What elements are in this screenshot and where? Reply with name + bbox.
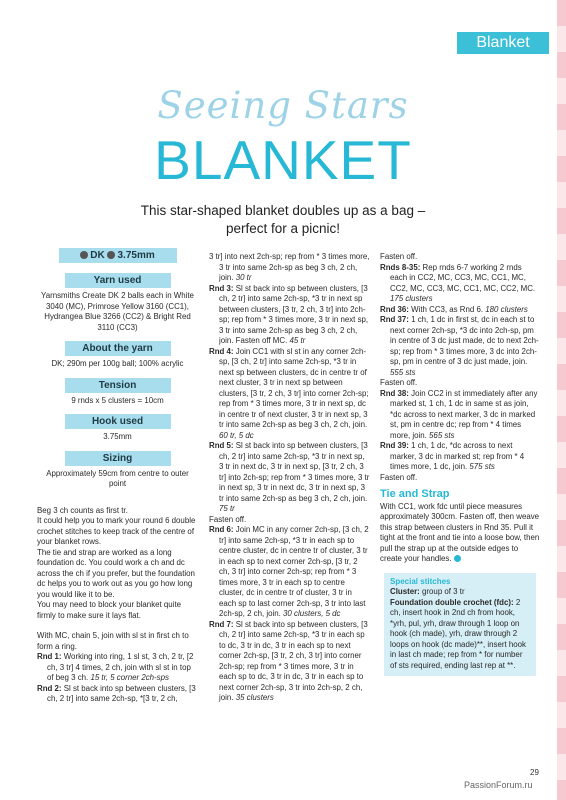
- round-instruction: Rnd 7: Sl st back into sp between clusters, [3 ch, 2 tr] into same 2ch-sp, *3 tr in each sp to dc, 3 tr in dc, 3 tr in each sp to next corner 2ch-sp, [3 tr, 2 ch, 3 tr] into corner 2ch-sp; rep from * 3 times more, 3 tr in each sp to dc, 3 tr in dc, 3 tr in each sp to next corner 2ch-sp, 3 tr into 2ch-sp, 2 ch, join. 35 clusters: [209, 619, 368, 702]
- round-instruction: Rnd 36: With CC3, as Rnd 6. 180 clusters: [380, 304, 528, 314]
- hook-icon: [107, 251, 115, 259]
- left-column: [37, 248, 198, 705]
- yarn-ball-icon: [80, 251, 88, 259]
- fasten-off: Fasten off.: [380, 378, 418, 387]
- sizing-heading: Sizing: [65, 451, 171, 466]
- note: You may need to block your blanket quite firmly to make sure it lays flat.: [37, 600, 182, 620]
- start-instruction: With MC, chain 5, join with sl st in first ch to form a ring.: [37, 631, 189, 651]
- right-column: [380, 252, 540, 676]
- about-yarn-heading: About the yarn: [65, 341, 171, 356]
- yarn-used-heading: Yarn used: [65, 273, 171, 288]
- yarn-used-text: Yarnsmiths Create DK 2 balls each in White 3040 (MC), Primrose Yellow 3160 (CC1), Hydrangea Blue 3266 (CC2) & Bright Red 3110 (CC3): [41, 291, 194, 332]
- round-instruction: Rnd 37: 1 ch, 1 dc in first st, dc in each st to next corner 2ch-sp, *3 dc into 2ch-sp, pm in centre of 3 dc just made, dc to next 2ch-sp; rep from * 3 times more, 3 dc into 2ch-sp, pm in centre of 3 dc just made, join. 555 sts: [380, 315, 539, 377]
- round-instruction: Rnd 4: Join CC1 with sl st in any corner 2ch-sp, [3 ch, 2 tr] into same 2ch-sp, *3 tr in next sp between clusters, dc in centre tr of next cluster, 3 tr in next sp between clusters, [3 tr, 2 ch, 3 tr] into corner 2ch-sp; rep from * 3 times more, 3 tr in next sp, dc in centre tr of next cluster, 3 tr in next sp, 3 tr into same 2ch-sp as beg 3 ch, 2 ch, join. 60 tr, 5 dc: [209, 346, 369, 440]
- note: Beg 3 ch counts as first tr.: [37, 505, 128, 515]
- page-number: 29: [530, 768, 539, 777]
- tie-strap-text: With CC1, work fdc until piece measures approximately 300cm. Fasten off, then weave this strap between clusters in Rnd 35. Pull it tight at the front and tie into a loose bow, then pull the strap up at the outside edges to create your handles.: [380, 501, 540, 563]
- cluster-definition: Cluster: group of 3 tr: [390, 587, 465, 596]
- sizing-text: Approximately 59cm from centre to outer point: [46, 468, 189, 488]
- watermark: PassionForum.ru: [464, 780, 533, 790]
- special-stitches-box: [384, 573, 536, 677]
- tension-heading: Tension: [65, 378, 171, 393]
- round-instruction: 3 tr] into next 2ch-sp; rep from * 3 times more, 3 tr into same 2ch-sp as beg 3 ch, 2 ch, join. 30 tr: [209, 252, 370, 282]
- script-title: Seeing Stars: [157, 84, 409, 127]
- fasten-off: Fasten off.: [209, 514, 247, 524]
- spec-pill: [59, 248, 177, 263]
- round-instruction: Rnd 5: Sl st back into sp between clusters, [3 ch, 2 tr] into same 2ch-sp, *3 tr in next sp, 3 tr in next dc, 3 tr in next sp, [3 tr, 2 ch, 3 tr] into 2ch-sp; rep from * 3 times more, 3 tr in next sp, 3 tr in next dc, 3 tr in next sp, 3 tr into same 2ch-sp as beg 3 ch, 2 ch, join. 75 tr: [209, 441, 370, 513]
- special-stitches-heading: Special stitches: [390, 576, 451, 586]
- note: It could help you to mark your round 6 double crochet stitches to keep track of the centre of your blanket rows.: [37, 516, 196, 546]
- fasten-off: Fasten off.: [380, 252, 418, 261]
- round-instruction: Rnd 38: Join CC2 in st immediately after any marked st, 1 ch, 1 dc in same st as join, *dc across to next marker, 3 dc in marked st, pm in centre dc; rep from * 4 times more, join. 565 sts: [380, 388, 538, 440]
- round-instruction: Rnd 6: Join MC in any corner 2ch-sp, [3 ch, 2 tr] into same 2ch-sp, *3 tr in each sp to centre cluster, dc in centre tr of cluster, 3 tr in each sp to next corner 2ch-sp, [3 tr, 2 ch, 3 tr] into corner 2ch-sp; rep from * 3 times more, 3 tr in each sp to centre cluster, dc in centre tr of cluster, 3 tr in each sp to last corner 2ch-sp, 3 tr into last 2ch-sp, 2 ch, join. 30 clusters, 5 dc: [209, 525, 369, 618]
- hook-size: 3.75mm: [117, 250, 155, 261]
- section-tag: Blanket: [457, 32, 549, 54]
- tie-strap-heading: Tie and Strap: [380, 488, 450, 500]
- about-yarn-text: DK; 290m per 100g ball; 100% acrylic: [51, 359, 184, 368]
- yarn-weight: DK: [90, 250, 105, 261]
- end-mark-icon: [454, 555, 461, 562]
- hook-used-heading: Hook used: [65, 414, 171, 429]
- round-instruction: Rnds 8-35: Rep rnds 6-7 working 2 rnds each in CC2, MC, CC3, MC, CC1, MC, CC2, MC, CC3, MC, CC1, MC, CC2, MC. 175 clusters: [380, 262, 536, 303]
- round-instruction: Rnd 2: Sl st back into sp between clusters, [3 ch, 2 tr] into same 2ch-sp, *[3 tr, 2 ch,: [37, 683, 196, 703]
- fdc-definition: Foundation double crochet (fdc): 2 ch, insert hook in 2nd ch from hook, *yrh, pul, yrh, draw through 1 loop on hook (ch made), yrh, draw through 2 loops on hook (dc made)**, insert hook in last ch made; rep from * for number of sts required, ending last rep at **.: [390, 597, 526, 670]
- round-instruction: Rnd 39: 1 ch, 1 dc, *dc across to next marker, 3 dc in marked st; rep from * 4 times more, 1 dc, join. 575 sts: [380, 441, 525, 471]
- subtitle: This star-shaped blanket doubles up as a bag – perfect for a picnic!: [140, 203, 426, 236]
- hook-used-text: 3.75mm: [103, 432, 132, 441]
- fasten-off: Fasten off.: [380, 472, 418, 482]
- note: The tie and strap are worked as a long foundation dc. You could work a ch and dc across the ch if you prefer, but the foundation dc helps you to work out as you go how long you would like it to be.: [37, 547, 195, 599]
- page-title: BLANKET: [154, 129, 412, 191]
- round-instruction: Rnd 3: Sl st back into sp between clusters, [3 ch, 2 tr] into same 2ch-sp, *3 tr in next sp between clusters, [3 tr, 2 ch, 3 tr] into 2ch-sp; rep from * 3 times more, 3 tr in next sp, 3 tr into same 2ch-sp as beg 3 ch, 2 ch, join. Fasten off MC. 45 tr: [209, 283, 369, 345]
- middle-column: [209, 252, 370, 704]
- round-instruction: Rnd 1: Working into ring, 1 sl st, 3 ch, 2 tr, [2 ch, 3 tr] 4 times, 2 ch, join with sl st in top of beg 3 ch. 15 tr, 5 corner 2ch-sps: [37, 652, 194, 682]
- tension-text: 9 rnds x 5 clusters = 10cm: [71, 395, 164, 405]
